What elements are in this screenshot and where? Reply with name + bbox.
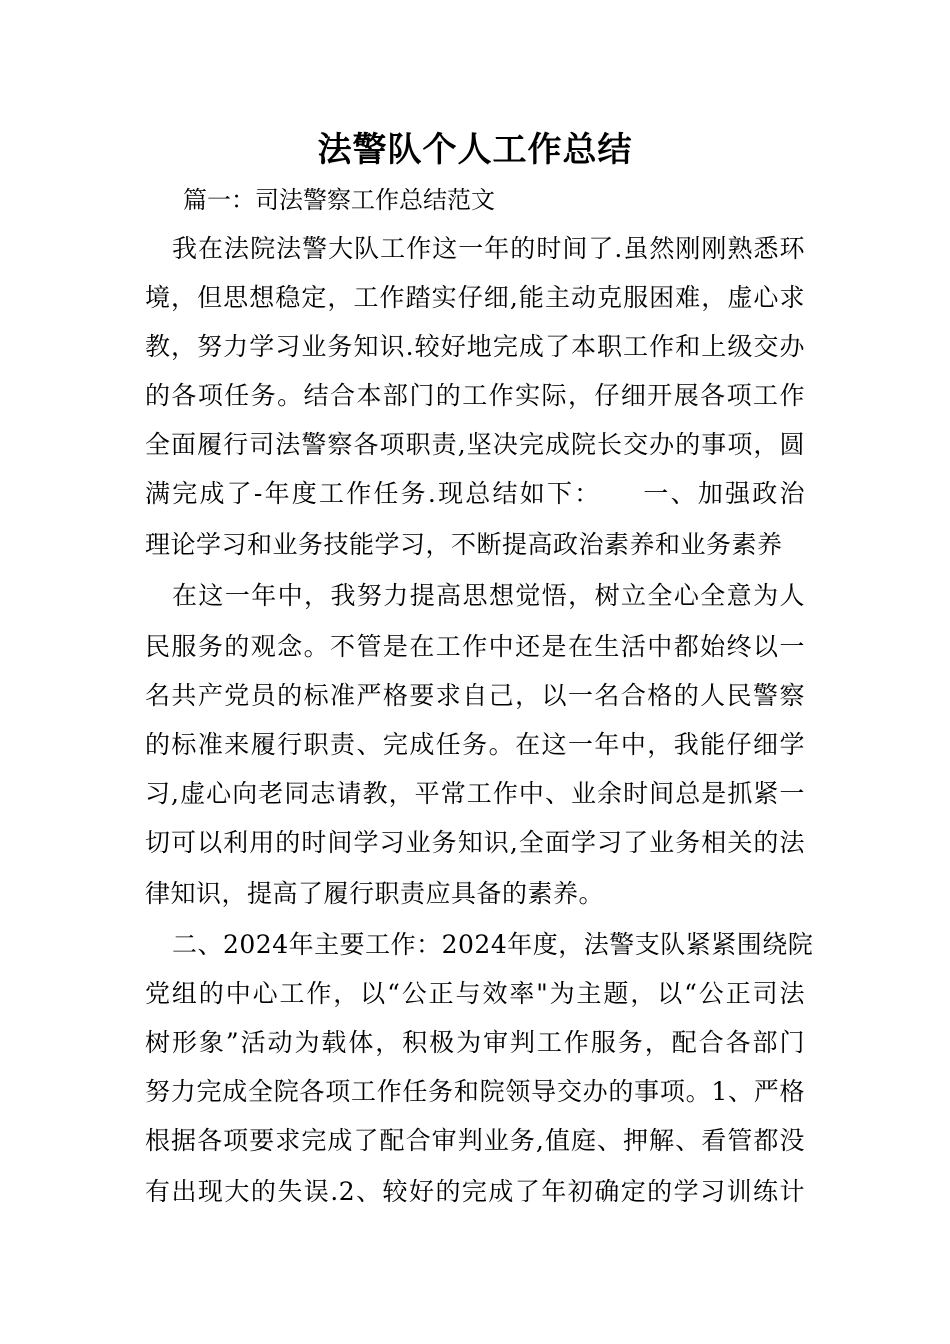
document-subtitle: 篇一：司法警察工作总结范文 bbox=[183, 186, 495, 214]
paragraph-line: 努力完成全院各项工作任务和院领导交办的事项。1、严格 bbox=[145, 1077, 805, 1106]
paragraph-line: 的各项任务。结合本部门的工作实际，仔细开展各项工作 bbox=[145, 381, 805, 410]
paragraph-line: 二、2024年主要工作：2024年度，法警支队紧紧围绕院 bbox=[172, 930, 814, 959]
paragraph-line: 在这一年中，我努力提高思想觉悟，树立全心全意为人 bbox=[172, 581, 805, 610]
paragraph-line: 境，但思想稳定，工作踏实仔细,能主动克服困难，虚心求 bbox=[145, 283, 805, 312]
paragraph-line: 律知识，提高了履行职责应具备的素养。 bbox=[145, 879, 605, 908]
paragraph-line: 树形象”活动为载体，积极为审判工作服务，配合各部门 bbox=[145, 1028, 805, 1057]
paragraph-line: 我在法院法警大队工作这一年的时间了.虽然刚刚熟悉环 bbox=[172, 234, 805, 263]
paragraph-line: 民服务的观念。不管是在工作中还是在生活中都始终以一 bbox=[145, 632, 805, 661]
paragraph-line: 根据各项要求完成了配合审判业务,值庭、押解、看管都没 bbox=[145, 1126, 805, 1155]
paragraph-line: 党组的中心工作，以“公正与效率"为主题，以“公正司法 bbox=[145, 979, 805, 1008]
paragraph-line: 的标准来履行职责、完成任务。在这一年中，我能仔细学 bbox=[145, 730, 805, 759]
paragraph-line: 切可以利用的时间学习业务知识,全面学习了业务相关的法 bbox=[145, 828, 805, 857]
paragraph-line: 理论学习和业务技能学习，不断提高政治素养和业务素养 bbox=[145, 530, 783, 559]
paragraph-line: 有出现大的失误.2、较好的完成了年初确定的学习训练计 bbox=[145, 1177, 805, 1206]
paragraph-line: 全面履行司法警察各项职责,坚决完成院长交办的事项，圆 bbox=[145, 430, 805, 459]
document-title: 法警队个人工作总结 bbox=[317, 130, 633, 170]
paragraph-line: 教，努力学习业务知识.较好地完成了本职工作和上级交办 bbox=[145, 332, 805, 361]
paragraph-line: 名共产党员的标准严格要求自己，以一名合格的人民警察 bbox=[145, 681, 805, 710]
paragraph-line: 满完成了-年度工作任务.现总结如下： 一、加强政治 bbox=[145, 479, 805, 508]
paragraph-line: 习,虚心向老同志请教，平常工作中、业余时间总是抓紧一 bbox=[145, 779, 805, 808]
